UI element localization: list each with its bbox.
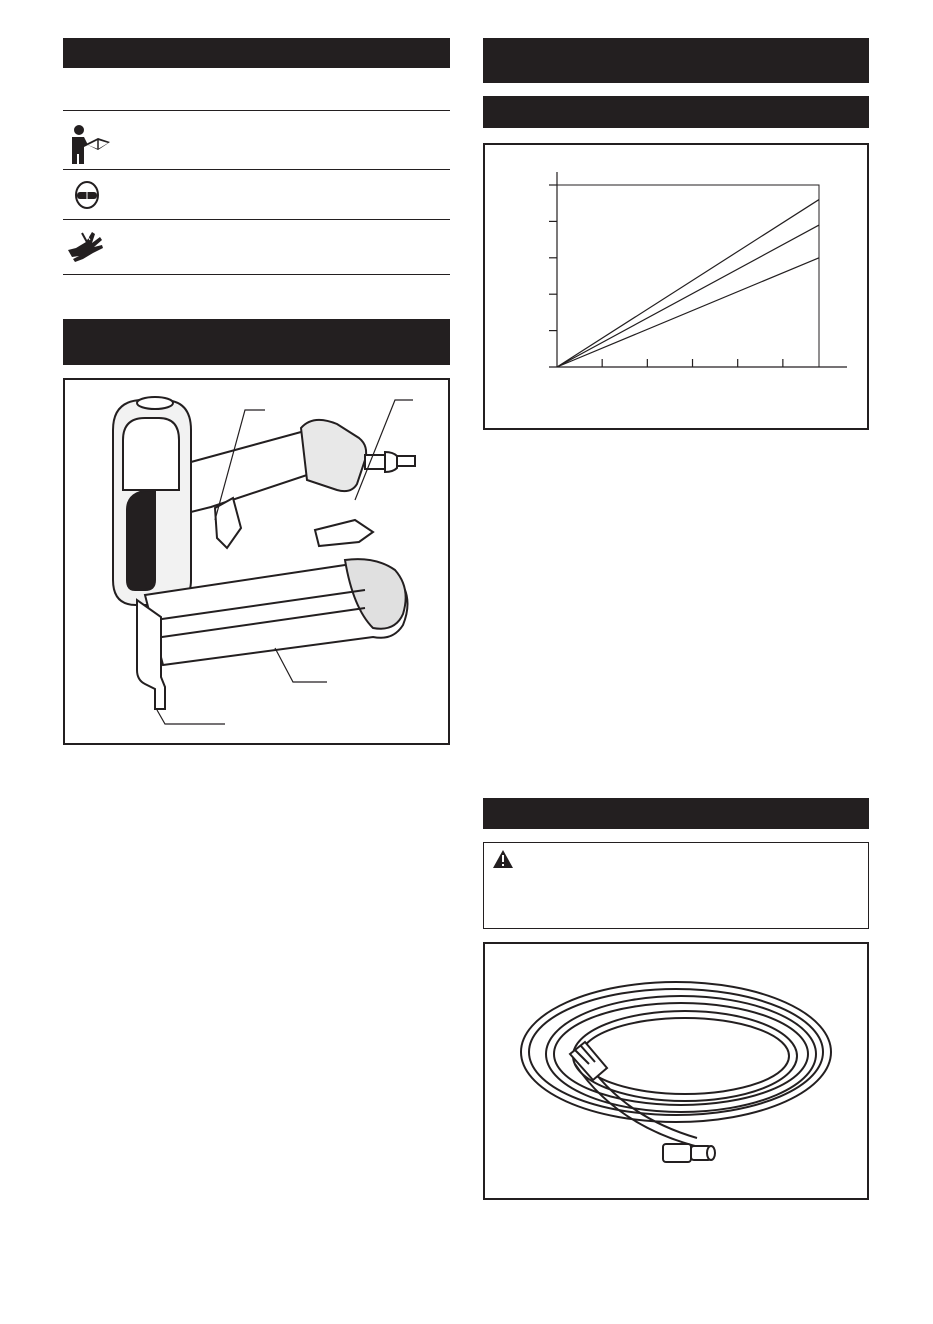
hose-figure-frame <box>483 942 869 1200</box>
spec-section-header <box>483 38 869 83</box>
safety-goggles-icon <box>74 181 100 209</box>
parts-section-header <box>63 319 450 365</box>
warning-triangle-icon <box>492 849 514 869</box>
pin-nailer-illustration <box>65 380 448 743</box>
hand-puncture-warning-icon <box>66 230 108 264</box>
air-chart-frame <box>483 143 869 430</box>
plot-frame <box>557 185 819 367</box>
parts-figure-frame <box>63 378 450 745</box>
hose-section-header <box>483 798 869 829</box>
symbols-divider-1 <box>63 169 450 170</box>
series-line-3 <box>557 258 819 367</box>
warning-box <box>483 842 869 929</box>
series-line-2 <box>557 225 819 367</box>
air-hose-illustration <box>485 944 867 1198</box>
symbols-divider-2 <box>63 219 450 220</box>
symbols-divider-top <box>63 110 450 111</box>
series-line-1 <box>557 200 819 367</box>
read-manual-icon <box>70 124 112 164</box>
air-consumption-chart <box>485 145 867 428</box>
air-consumption-header <box>483 96 869 128</box>
symbols-section-header <box>63 38 450 68</box>
symbols-divider-bottom <box>63 274 450 275</box>
